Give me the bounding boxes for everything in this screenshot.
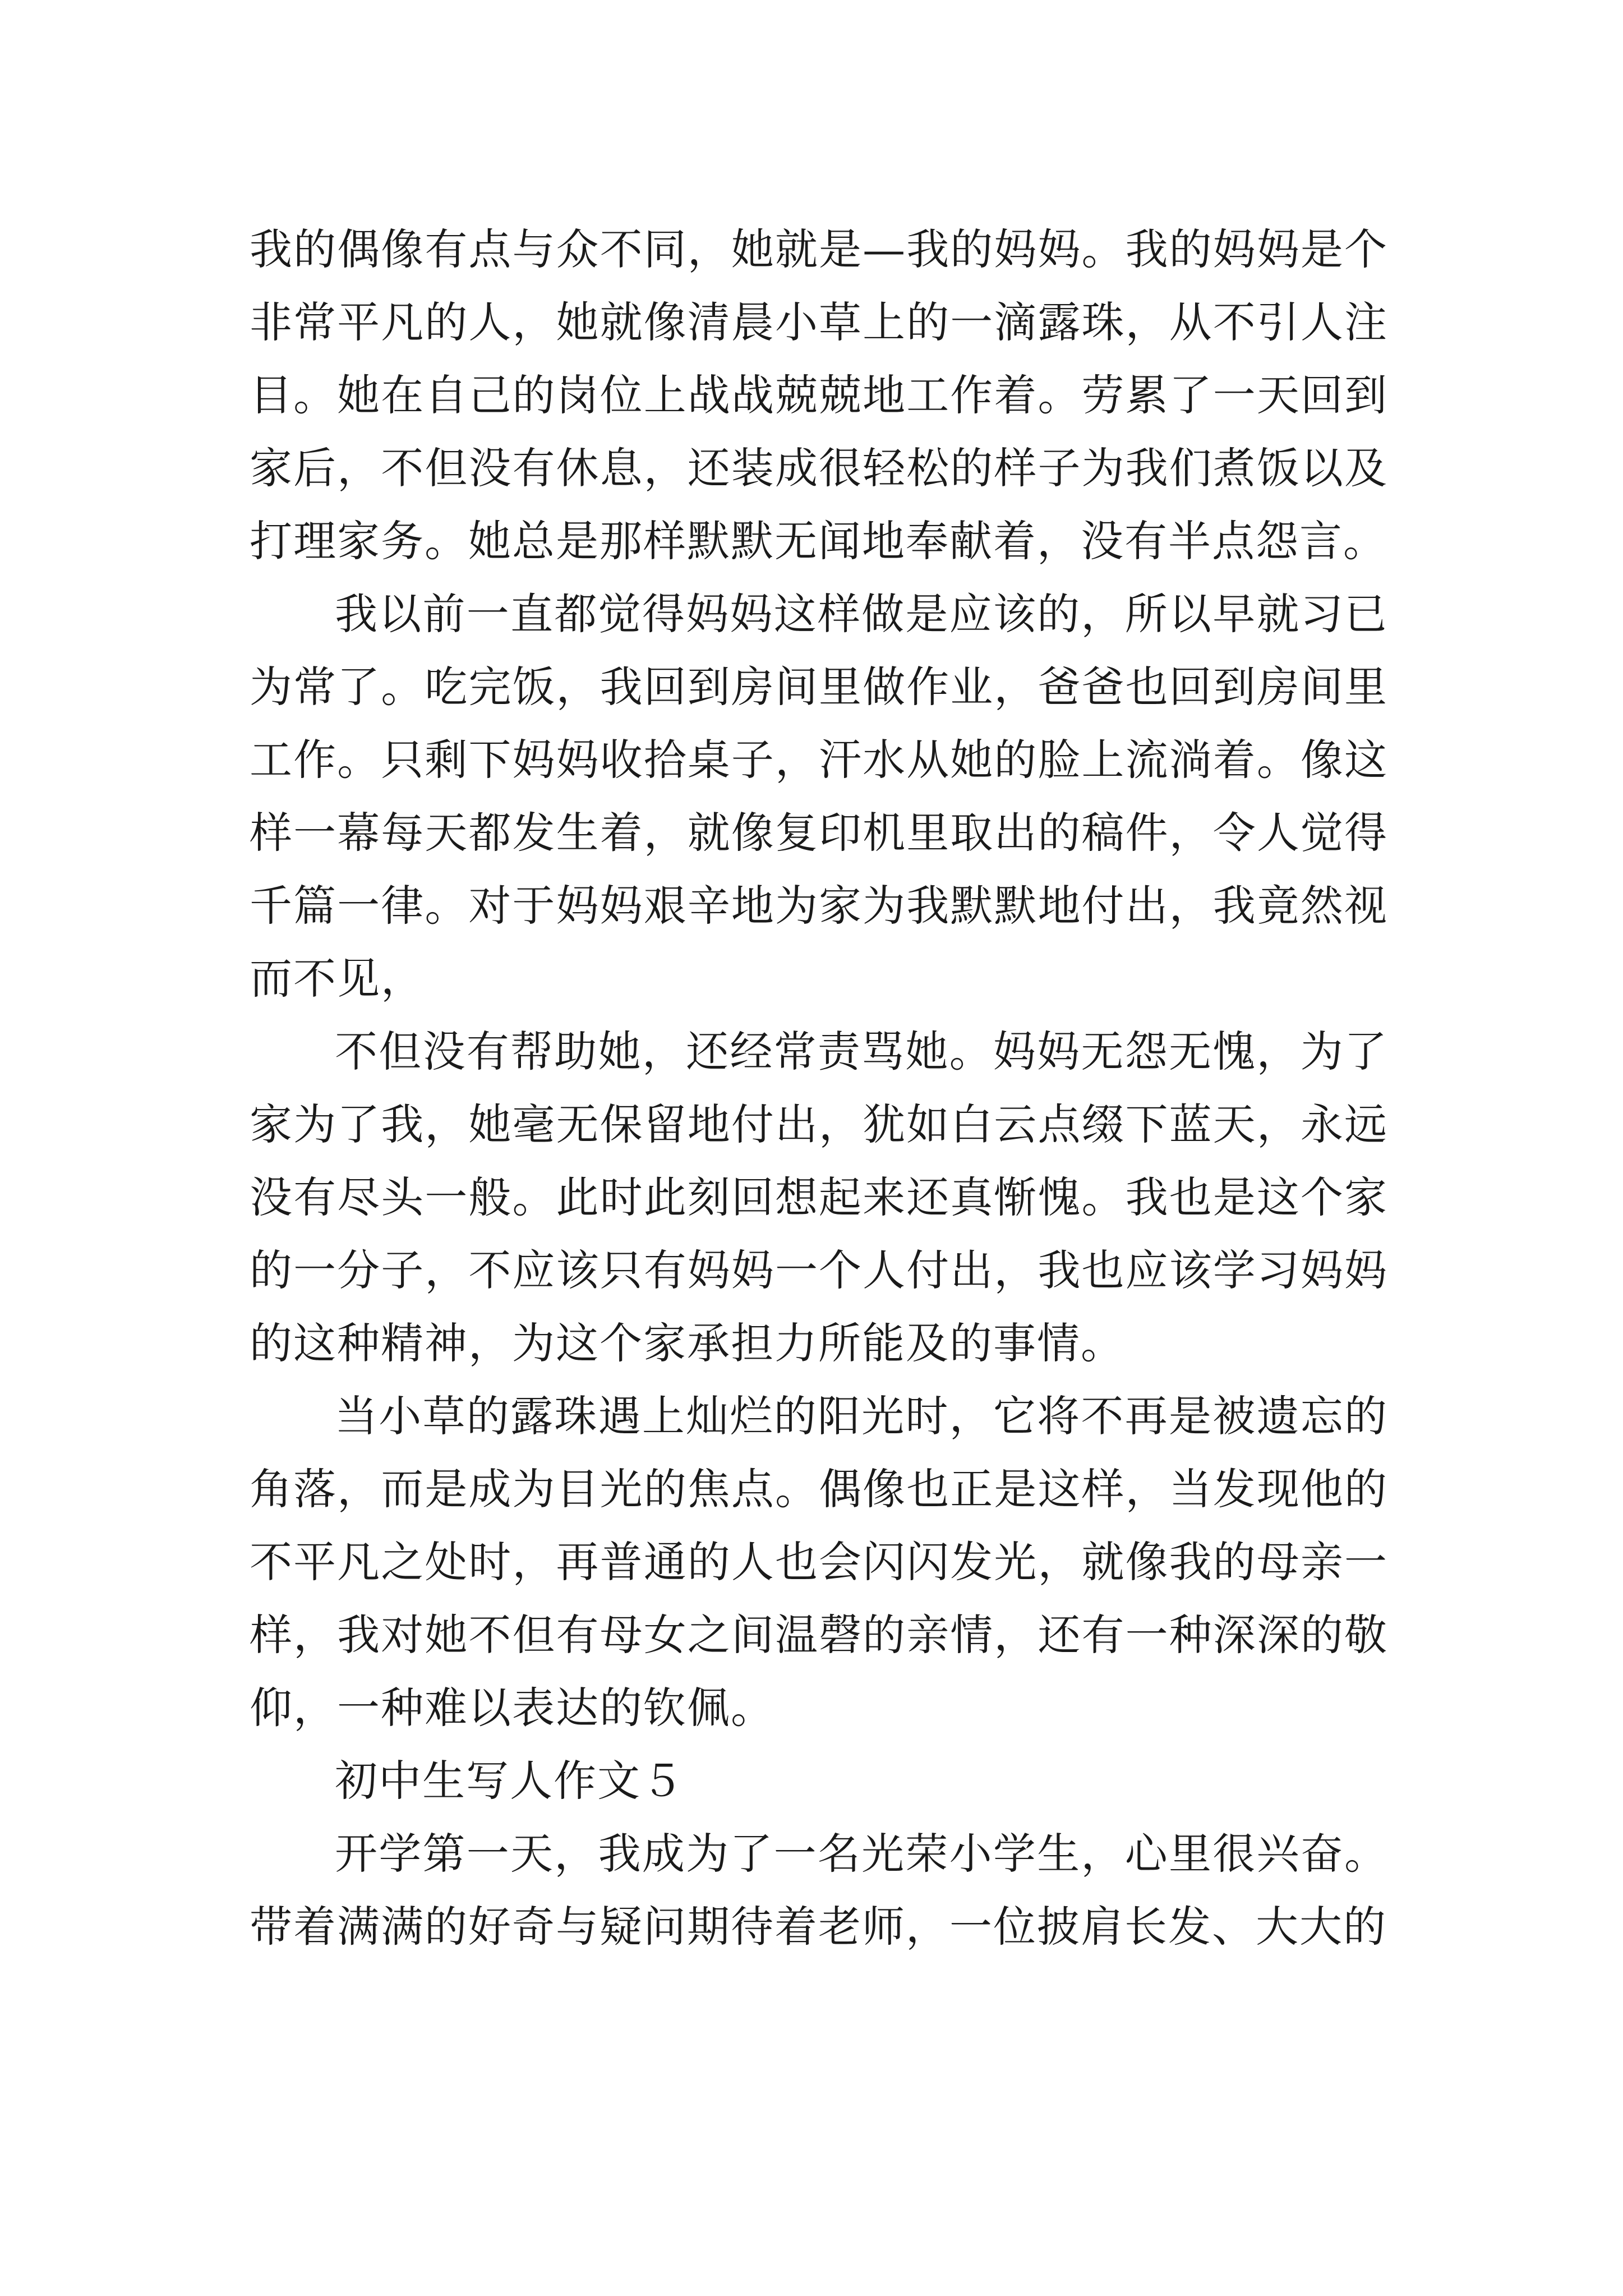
paragraph-5: 开学第一天，我成为了一名光荣小学生，心里很兴奋。带着满满的好奇与疑问期待着老师，一位披肩长发、大大的 [250,1829,1388,1952]
document-body [250,213,1388,1963]
paragraph-3: 不但没有帮助她，还经常责骂她。妈妈无怨无愧，为了家为了我，她毫无保留地付出，犹如白云点缀下蓝天，永远没有尽头一般。此时此刻回想起来还真惭愧。我也是这个家的一分子，不应该只有妈妈一个人付出，我也应该学习妈妈的这种精神，为这个家承担力所能及的事情。 [250,1027,1388,1368]
paragraph-2: 我以前一直都觉得妈妈这样做是应该的，所以早就习已为常了。吃完饭，我回到房间里做作业，爸爸也回到房间里工作。只剩下妈妈收拾桌子，汗水从她的脸上流淌着。像这样一幕每天都发生着，就像复印机里取出的稿件，令人觉得千篇一律。对于妈妈艰辛地为家为我默默地付出，我竟然视而不见， [250,589,1388,1004]
paragraph-1: 我的偶像有点与众不同，她就是—我的妈妈。我的妈妈是个非常平凡的人，她就像清晨小草上的一滴露珠，从不引人注目。她在自己的岗位上战战兢兢地工作着。劳累了一天回到家后，不但没有休息，还装成很轻松的样子为我们煮饭以及打理家务。她总是那样默默无闻地奉献着，没有半点怨言。 [250,224,1388,566]
paragraph-4: 当小草的露珠遇上灿烂的阳光时，它将不再是被遗忘的角落，而是成为目光的焦点。偶像也正是这样，当发现他的不平凡之处时，再普通的人也会闪闪发光，就像我的母亲一样，我对她不但有母女之间温磬的亲情，还有一种深深的敬仰，一种难以表达的钦佩。 [250,1391,1388,1733]
section-heading: 初中生写人作文５ [335,1756,685,1806]
